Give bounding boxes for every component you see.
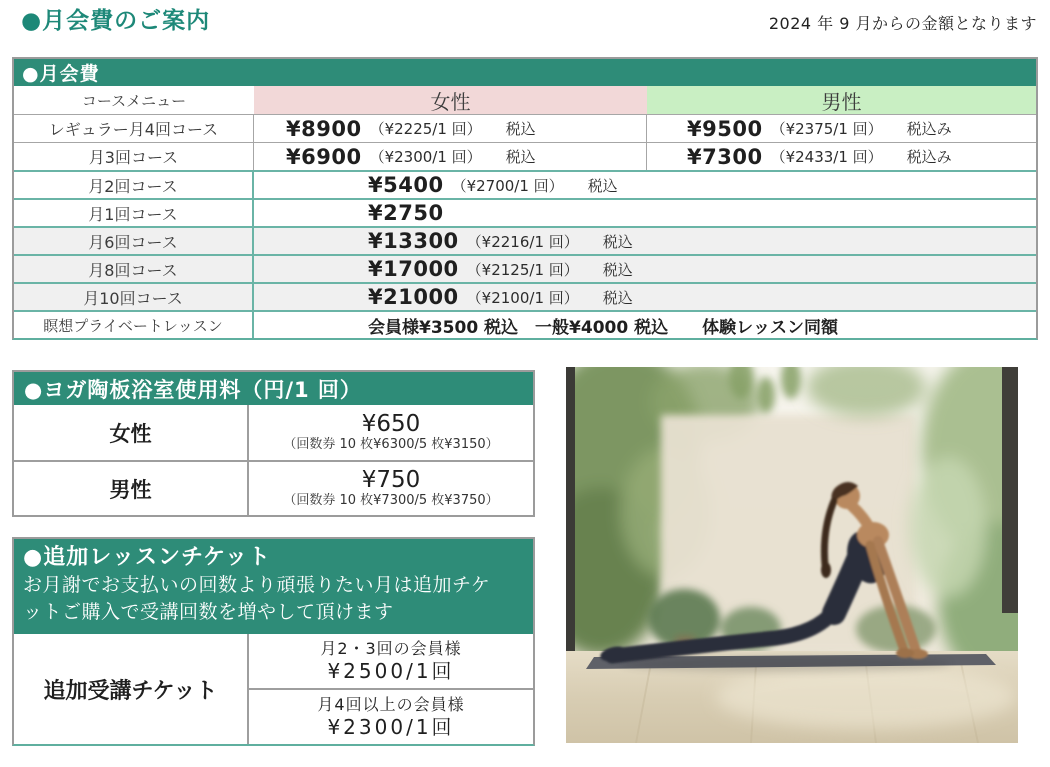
price: ¥2300/1回 xyxy=(327,715,455,739)
door-frame-left xyxy=(566,367,575,685)
price: ¥21000 xyxy=(368,285,459,309)
female-price-cell xyxy=(254,115,647,142)
course-name: 月10回コース xyxy=(14,284,254,310)
course-name: レギュラー月4回コース xyxy=(14,115,254,142)
female-price-cell xyxy=(254,143,647,170)
price-cell xyxy=(254,312,1036,338)
figure-shadow xyxy=(621,656,951,672)
gender-label: 男性 xyxy=(14,462,249,515)
condition: 月2・3回の会員様 xyxy=(320,639,462,658)
ticket-option xyxy=(249,688,533,744)
tax-label: 税込 xyxy=(587,176,618,195)
coupon-note: （回数券 10 枚¥6300/5 枚¥3150） xyxy=(283,437,499,452)
table-row xyxy=(14,198,1036,226)
price: ¥7300 xyxy=(687,144,763,169)
male-price-cell xyxy=(647,143,1036,170)
price: ¥650 xyxy=(361,411,421,437)
price-cell xyxy=(249,462,533,515)
price-cell xyxy=(254,172,1036,198)
tax-label: 税込み xyxy=(906,120,952,138)
price-cell xyxy=(254,256,1036,282)
monthly-fee-table xyxy=(12,57,1038,340)
bath-fee-table xyxy=(12,370,535,517)
price: ¥6900 xyxy=(286,144,362,169)
floor-light-reflection xyxy=(716,665,1016,729)
table-row xyxy=(14,405,533,460)
unit-price: （¥2433/1 回） xyxy=(770,148,883,166)
effective-date-note: 2024 年 9 月からの金額となります xyxy=(768,14,1037,33)
table-row xyxy=(14,282,1036,310)
column-header-course: コースメニュー xyxy=(81,91,187,110)
tax-label: 税込 xyxy=(505,148,536,166)
bath-fee-table-caption: ●ヨガ陶板浴室使用料（円/1 回） xyxy=(14,372,533,405)
table-row xyxy=(14,114,1036,142)
price: ¥8900 xyxy=(286,116,362,141)
extra-ticket-description-line2: ットご購入で受講回数を増やして頂けます xyxy=(23,601,394,623)
price: ¥9500 xyxy=(687,116,763,141)
price: ¥13300 xyxy=(368,229,459,253)
ticket-option xyxy=(249,634,533,688)
course-name: 月1回コース xyxy=(14,200,254,226)
table-row xyxy=(14,634,533,744)
course-name: 月3回コース xyxy=(14,143,254,170)
column-header-male: 男性 xyxy=(647,86,1036,114)
unit-price: （¥2100/1 回） xyxy=(466,288,579,307)
extra-ticket-title: ●追加レッスンチケット xyxy=(23,545,271,570)
price-text: 会員様¥3500 税込 一般¥4000 税込 体験レッスン同額 xyxy=(368,317,838,338)
table-row xyxy=(14,170,1036,198)
extra-ticket-caption xyxy=(14,539,533,634)
male-price-cell xyxy=(647,115,1036,142)
tax-label: 税込 xyxy=(602,232,633,251)
monthly-fee-table-caption: ●月会費 xyxy=(14,59,1036,86)
tax-label: 税込 xyxy=(602,288,633,307)
yoga-photo xyxy=(566,367,1018,743)
table-row xyxy=(14,254,1036,282)
unit-price: （¥2125/1 回） xyxy=(466,260,579,279)
table-row xyxy=(14,310,1036,338)
unit-price: （¥2700/1 回） xyxy=(451,176,564,195)
unit-price: （¥2216/1 回） xyxy=(466,232,579,251)
price: ¥750 xyxy=(361,467,421,493)
table-row xyxy=(14,226,1036,254)
page-title: ●月会費のご案内 xyxy=(21,8,211,34)
ticket-label: 追加受講チケット xyxy=(14,634,249,744)
course-name: 月8回コース xyxy=(14,256,254,282)
course-name: 月6回コース xyxy=(14,228,254,254)
price-cell xyxy=(254,284,1036,310)
gender-label: 女性 xyxy=(14,405,249,460)
course-name: 瞑想プライベートレッスン xyxy=(14,312,254,338)
unit-price: （¥2300/1 回） xyxy=(369,148,482,166)
extra-ticket-table xyxy=(12,537,535,746)
price-cell xyxy=(254,200,1036,226)
price: ¥2500/1回 xyxy=(327,659,455,683)
column-header-female: 女性 xyxy=(254,86,647,114)
coupon-note: （回数券 10 枚¥7300/5 枚¥3750） xyxy=(283,493,499,508)
condition: 月4回以上の会員様 xyxy=(317,695,465,714)
price: ¥5400 xyxy=(368,173,444,197)
tax-label: 税込み xyxy=(906,148,952,166)
unit-price: （¥2375/1 回） xyxy=(770,120,883,138)
tax-label: 税込 xyxy=(602,260,633,279)
table-row xyxy=(14,142,1036,170)
price: ¥2750 xyxy=(368,201,444,225)
unit-price: （¥2225/1 回） xyxy=(369,120,482,138)
table-row xyxy=(14,460,533,515)
tax-label: 税込 xyxy=(505,120,536,138)
price: ¥17000 xyxy=(368,257,459,281)
course-name: 月2回コース xyxy=(14,172,254,198)
extra-ticket-description-line1: お月謝でお支払いの回数より頑張りたい月は追加チケ xyxy=(23,574,491,596)
door-frame-right xyxy=(1002,367,1018,613)
ticket-options xyxy=(249,634,533,744)
price-cell xyxy=(249,405,533,460)
fee-table-column-header-row xyxy=(14,86,1036,114)
price-cell xyxy=(254,228,1036,254)
